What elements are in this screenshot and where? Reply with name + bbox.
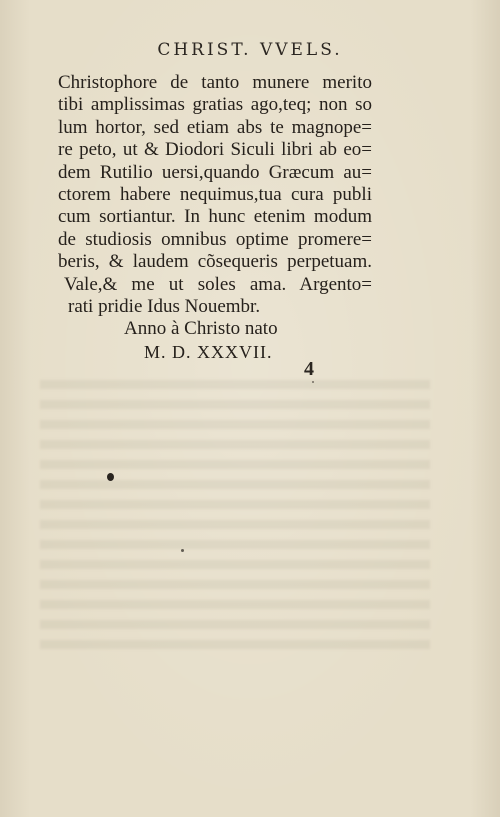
text-line-1: Christophore de tanto munere merito [58, 72, 372, 93]
page-number: 4 [304, 358, 314, 380]
running-head: CHRIST. VVELS. [157, 40, 343, 60]
show-through-text [40, 380, 430, 660]
text-line-9: beris, & laudem cõsequeris perpetuam. [58, 251, 372, 273]
text-line-3: lum hortor, sed etiam abs te magnope= [58, 116, 372, 138]
text-line-10: Vale,& me ut soles ama. Argento= [64, 273, 372, 295]
text-line-7: cum sortiantur. In hunc etenim modum [58, 206, 372, 228]
text-line-11: rati pridie Idus Nouembr. [68, 296, 261, 318]
text-line-4: re peto, ut & Diodori Siculi libri ab eo= [58, 139, 372, 161]
text-line-2: tibi amplissimas gratias ago,teq; non so [58, 94, 372, 116]
ink-spot [312, 381, 314, 383]
text-line-6: ctorem habere nequimus,tua cura publi [58, 184, 372, 206]
ink-spot [107, 473, 114, 481]
text-line-8: de studiosis omnibus optime promere= [58, 228, 372, 250]
body-text [58, 72, 378, 363]
text-line-5: dem Rutilio uersi,quando Græcum au= [58, 161, 372, 183]
date-line: M. D. XXXVII. [144, 341, 273, 362]
text-line-12: Anno à Christo nato [124, 318, 278, 340]
ink-spot [181, 549, 184, 552]
